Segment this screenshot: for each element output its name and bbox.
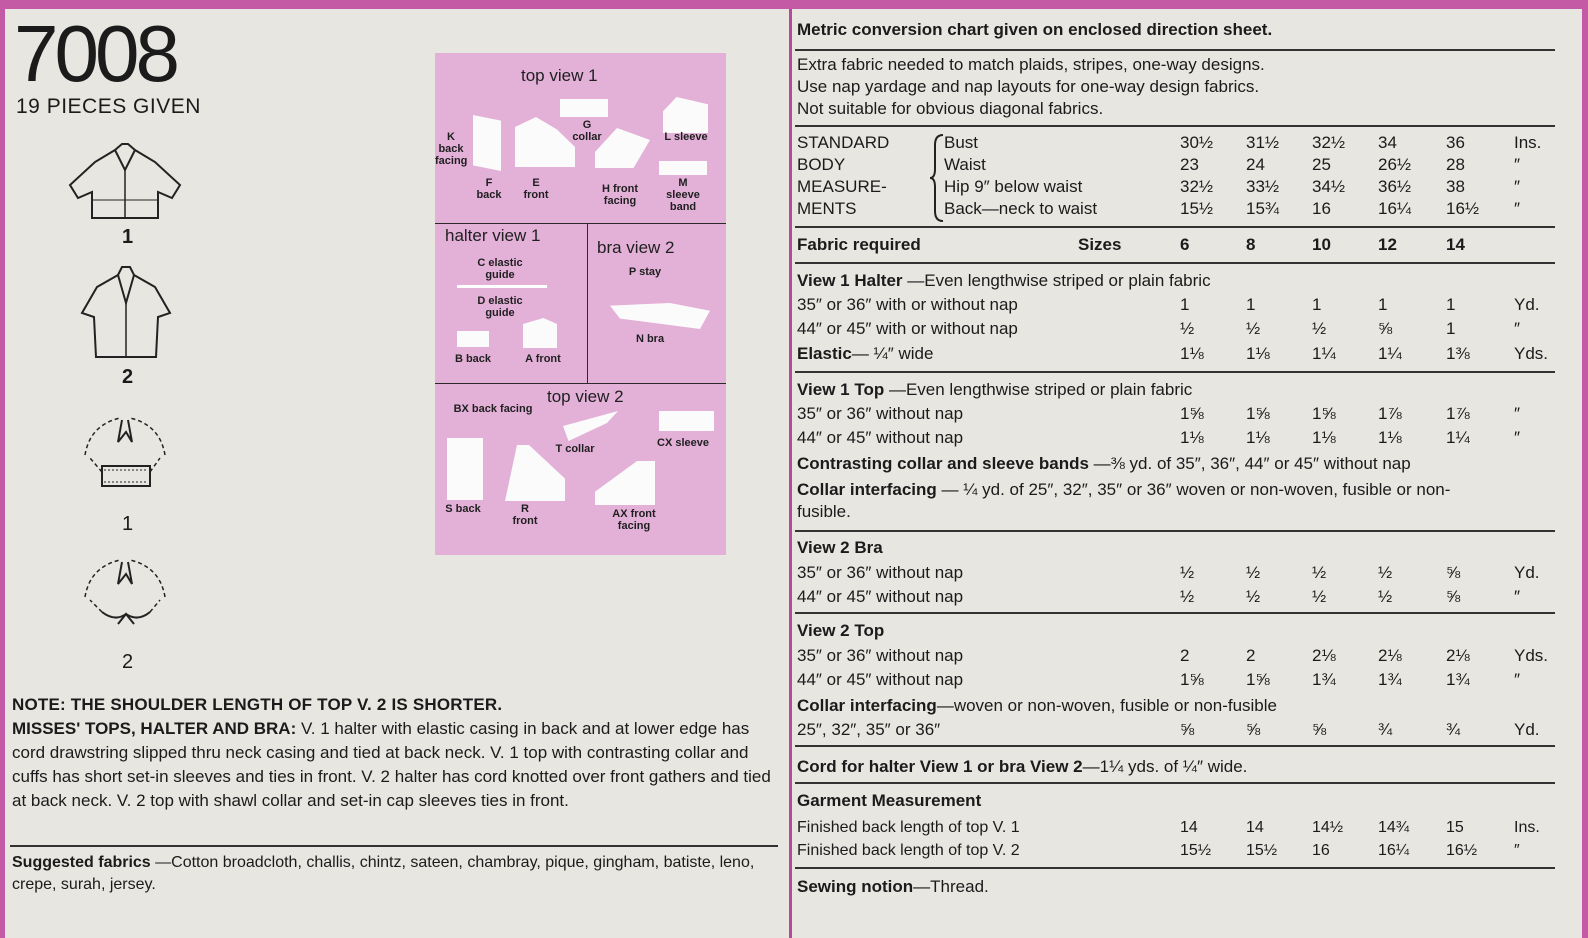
v2-interfacing-value: ¾ [1378,720,1393,739]
sizes-label: Sizes [1078,235,1122,254]
body-measure-value: 28 [1446,155,1465,174]
v2-bra-value: ½ [1180,587,1195,606]
size-label: 12 [1378,235,1397,254]
body-measure-value: 25 [1312,155,1331,174]
v2-bra-heading: View 2 Bra [797,538,883,557]
elastic-value: 1⅛ [1246,344,1270,363]
body-measure-unit: ″ [1514,155,1521,174]
v2-bra-row-label: 35″ or 36″ without nap [797,563,964,582]
garment-value: 15 [1446,819,1464,836]
label-bx: BX back facing [453,403,533,415]
piece-s [447,438,483,500]
std-label-4: MENTS [797,199,857,218]
size-label: 10 [1312,235,1331,254]
std-label-2: BODY [797,155,846,174]
v2-top-row-label: 44″ or 45″ without nap [797,670,964,689]
v1-interfacing-note: Collar interfacing — ¼ yd. of 25″, 32″, 35″ or 36″ woven or non-woven, fusible or non- [797,480,1451,499]
v2-interfacing-value: ⅝ [1312,720,1327,739]
size-label: 6 [1180,235,1190,254]
rule [795,49,1555,51]
description-block [12,693,782,813]
v2-top-value: 2 [1180,646,1190,665]
label-ax: AX front facing [612,508,656,532]
v1-top-unit: ″ [1514,428,1521,447]
label-e: E front [523,177,549,201]
piece-g [560,99,608,117]
body-measure-value: 32½ [1312,133,1346,152]
v1-top-value: 1⅞ [1446,404,1470,423]
section-title-halter-view-1: halter view 1 [445,226,541,245]
body-measure-unit: ″ [1514,177,1521,196]
note-shoulder: NOTE: THE SHOULDER LENGTH OF TOP V. 2 IS SHORTER. [12,695,503,714]
body-measure-unit: Ins. [1514,133,1542,152]
piece-n [610,303,710,329]
v1-interfacing-note-2: fusible. [797,502,851,521]
label-h: H front facing [601,183,639,207]
garment-value: 14 [1180,819,1198,836]
v1-halter-value: 1 [1180,295,1190,314]
sketch-label: 1 [122,513,134,535]
rule [795,530,1555,532]
body-measure-value: 36½ [1378,177,1412,196]
section-title-top-view-2: top view 2 [547,387,624,406]
body-measure-unit: ″ [1514,199,1521,218]
sketch-top-view-1 [60,140,190,235]
v2-bra-value: ½ [1246,587,1261,606]
v1-halter-value: ½ [1246,319,1261,338]
rule [795,612,1555,614]
v1-top-value: 1⅝ [1180,404,1204,423]
body-measure-value: 16½ [1446,199,1480,218]
piece-ax [595,461,655,505]
garment-value: 14 [1246,819,1264,836]
v2-top-value: 1¾ [1312,670,1336,689]
body-measure-value: 34 [1378,133,1397,152]
label-p: P stay [628,266,662,278]
v1-top-value: 1⅛ [1378,428,1402,447]
v1-halter-unit: ″ [1514,319,1521,338]
v2-top-unit: ″ [1514,670,1521,689]
v2-top-value: 2 [1246,646,1256,665]
left-border [0,0,5,938]
body-measure-value: 36 [1446,133,1465,152]
piece-cx [659,411,714,431]
suggested-fabrics: Suggested fabrics —Cotton broadcloth, challis, chintz, sateen, chambray, pique, gingham, batiste, leno, crepe, surah, jersey. [12,854,755,893]
sketch-halter-view-1 [60,410,190,515]
elastic-value: 1¼ [1312,344,1336,363]
v1-halter-value: 1 [1446,295,1456,314]
fabric-required-label: Fabric required [797,235,921,254]
section-title-top-view-1: top view 1 [521,66,598,85]
chart-divider [435,223,726,224]
label-f: F back [476,177,502,201]
body-measure-value: 38 [1446,177,1465,196]
v1-halter-value: 1 [1446,319,1456,338]
v2-bra-value: ½ [1312,563,1327,582]
elastic-value: 1⅛ [1180,344,1204,363]
v2-bra-value: ½ [1378,587,1393,606]
body-measure-value: 33½ [1246,177,1280,196]
v2-bra-unit: Yd. [1514,563,1540,582]
v2-bra-unit: ″ [1514,587,1521,606]
body-measure-row-label: Back—neck to waist [944,199,1098,218]
label-k: K back facing [435,131,468,167]
piece-c [457,285,547,288]
body-measure-value: 16 [1312,199,1331,218]
extra-line-3: Not suitable for obvious diagonal fabrics. [797,99,1104,118]
v2-interfacing-value: ¾ [1446,720,1461,739]
rule [795,125,1555,127]
garment-row-label: Finished back length of top V. 1 [797,819,1020,836]
garment-unit: Ins. [1514,819,1540,836]
v2-top-value: 2⅛ [1446,646,1470,665]
pattern-pieces-chart [435,53,726,555]
body-measure-value: 15½ [1180,199,1214,218]
body-measure-value: 16¼ [1378,199,1412,218]
garment-value: 15½ [1246,842,1278,859]
left-divider-rule [10,845,778,847]
top-border [0,0,1588,9]
v2-top-value: 1¾ [1446,670,1470,689]
rule [795,782,1555,784]
garment-value: 15½ [1180,842,1212,859]
label-g: G collar [572,119,602,143]
rule [795,226,1555,228]
size-label: 8 [1246,235,1256,254]
std-label-1: STANDARD [797,133,890,152]
v1-top-value: 1⅛ [1180,428,1204,447]
label-l: L sleeve [664,131,708,143]
chart-divider [435,383,726,384]
piece-l [663,97,708,133]
v1-top-value: 1⅝ [1246,404,1270,423]
v1-top-value: 1¼ [1446,428,1470,447]
garment-row-label: Finished back length of top V. 2 [797,842,1020,859]
garment-value: 14¾ [1378,819,1410,836]
size-label: 14 [1446,235,1465,254]
v2-top-value: 1⅝ [1180,670,1204,689]
rule [795,262,1555,264]
label-d: D elastic guide [477,295,523,319]
v1-halter-value: 1 [1312,295,1322,314]
v2-top-value: 2⅛ [1378,646,1402,665]
piece-a [523,318,557,348]
garment-value: 16 [1312,842,1330,859]
v2-top-heading: View 2 Top [797,621,885,640]
pieces-given: 19 PIECES GIVEN [16,95,201,118]
v1-top-value: 1⅝ [1312,404,1336,423]
v1-top-heading: View 1 Top —Even lengthwise striped or plain fabric [797,380,1193,399]
brace [929,133,945,223]
v1-top-unit: ″ [1514,404,1521,423]
body-measure-value: 15¾ [1246,199,1280,218]
piece-f-e [515,117,575,167]
garment-value: 16½ [1446,842,1478,859]
body-measure-value: 34½ [1312,177,1346,196]
v1-halter-value: 1 [1246,295,1256,314]
section-title-bra-view-2: bra view 2 [597,238,675,257]
body-measure-value: 24 [1246,155,1265,174]
extra-line-1: Extra fabric needed to match plaids, stripes, one-way designs. [797,55,1265,74]
garment-unit: ″ [1514,842,1520,859]
label-c: C elastic guide [477,257,523,281]
garment-heading: Garment Measurement [797,791,982,810]
v1-halter-value: ⅝ [1378,319,1393,338]
v2-interfacing-unit: Yd. [1514,720,1540,739]
v2-bra-value: ½ [1378,563,1393,582]
garment-value: 14½ [1312,819,1344,836]
piece-k [473,115,501,171]
garment-value: 16¼ [1378,842,1410,859]
v2-top-unit: Yds. [1514,646,1549,665]
v2-bra-value: ½ [1246,563,1261,582]
rule [795,371,1555,373]
v2-bra-value: ⅝ [1446,563,1461,582]
body-measure-value: 23 [1180,155,1199,174]
body-measure-row-label: Hip 9″ below waist [944,177,1083,196]
v2-top-value: 1¾ [1378,670,1402,689]
std-label-3: MEASURE- [797,177,887,196]
right-border [1582,0,1588,938]
v2-interfacing-value: ⅝ [1246,720,1261,739]
v2-interfacing-value: ⅝ [1180,720,1195,739]
v1-halter-unit: Yd. [1514,295,1540,314]
label-r: R front [512,503,538,527]
v1-halter-row-label: 35″ or 36″ with or without nap [797,295,1018,314]
label-n: N bra [635,333,665,345]
label-t: T collar [555,443,595,455]
v2-interfacing-note: Collar interfacing—woven or non-woven, fusible or non-fusible [797,696,1277,715]
chart-divider [587,223,588,383]
sketch-label: 1 [122,226,134,248]
v2-top-value: 1⅝ [1246,670,1270,689]
body-measure-row-label: Bust [944,133,979,152]
v1-top-value: 1⅛ [1312,428,1336,447]
contrast-note: Contrasting collar and sleeve bands —⅜ yd. of 35″, 36″, 44″ or 45″ without nap [797,454,1411,473]
v1-halter-value: ½ [1312,319,1327,338]
pattern-number: 7008 [14,9,176,98]
piece-b [457,331,489,347]
sketch-bra-view-2 [60,552,190,657]
misses-description: MISSES' TOPS, HALTER AND BRA: V. 1 halter with elastic casing in back and at lower edge has cord drawstring slipped thru neck casing and tied at back neck. V. 1 top with contrasting collar and cuffs has short set-in sleeves and ties in front. V. 2 halter has cord knotted over front gathers and tied at back neck. V. 2 top with shawl collar and set-in cap sleeves ties in front. [12,719,771,810]
v1-top-value: 1⅛ [1246,428,1270,447]
extra-line-2: Use nap yardage and nap layouts for one-way design fabrics. [797,77,1260,96]
column-divider [789,9,792,938]
sketch-label: 2 [122,366,134,388]
piece-t [563,411,618,441]
sewing-notion: Sewing notion—Thread. [797,877,989,896]
body-measure-value: 31½ [1246,133,1280,152]
elastic-value: 1¼ [1378,344,1402,363]
elastic-row: Elastic— ¼″ wide [797,344,934,363]
v2-interfacing-row-label: 25″, 32″, 35″ or 36″ [797,720,941,739]
v2-top-row-label: 35″ or 36″ without nap [797,646,964,665]
elastic-unit: Yds. [1514,344,1549,363]
v2-bra-value: ½ [1312,587,1327,606]
v2-bra-row-label: 44″ or 45″ without nap [797,587,964,606]
v1-halter-row-label: 44″ or 45″ with or without nap [797,319,1018,338]
label-s: S back [445,503,481,515]
metric-note: Metric conversion chart given on enclosed direction sheet. [797,20,1273,39]
cord-note: Cord for halter View 1 or bra View 2—1¼ yds. of ¼″ wide. [797,757,1248,776]
sketch-top-view-2 [60,265,190,365]
v1-halter-value: 1 [1378,295,1388,314]
body-measure-row-label: Waist [944,155,986,174]
rule [795,867,1555,869]
v1-top-row-label: 44″ or 45″ without nap [797,428,964,447]
v2-bra-value: ⅝ [1446,587,1461,606]
piece-m [659,161,707,175]
elastic-value: 1⅜ [1446,344,1470,363]
label-m: M sleeve band [666,177,700,213]
sketch-label: 2 [122,651,134,673]
label-a: A front [525,353,561,365]
v1-halter-heading: View 1 Halter —Even lengthwise striped or plain fabric [797,271,1211,290]
v2-top-value: 2⅛ [1312,646,1336,665]
body-measure-value: 26½ [1378,155,1412,174]
v2-bra-value: ½ [1180,563,1195,582]
label-cx: CX sleeve [657,437,709,449]
v1-top-row-label: 35″ or 36″ without nap [797,404,964,423]
body-measure-value: 32½ [1180,177,1214,196]
label-b: B back [454,353,492,365]
v1-halter-value: ½ [1180,319,1195,338]
rule [795,745,1555,747]
body-measure-value: 30½ [1180,133,1214,152]
v1-top-value: 1⅞ [1378,404,1402,423]
